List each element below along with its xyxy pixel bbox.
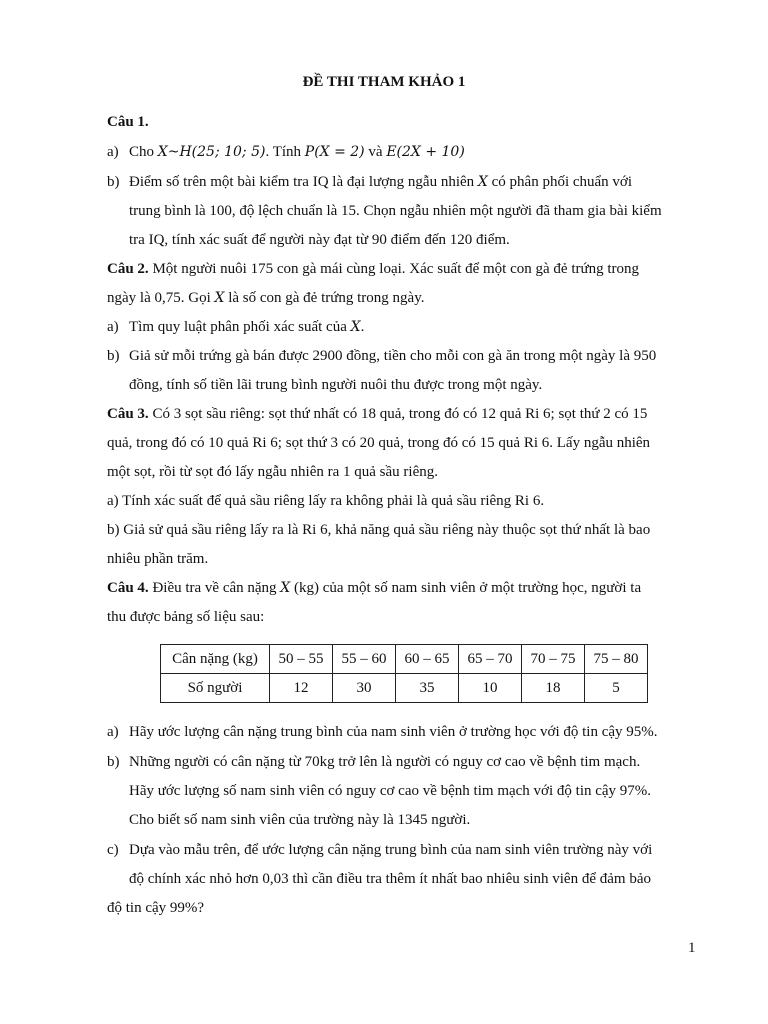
table-cell-interval: 60 – 65 [396, 645, 459, 674]
q4-l1-var: X [280, 580, 291, 596]
table-cell-interval: 70 – 75 [522, 645, 585, 674]
q3-line-2: quả, trong đó có 10 quả Ri 6; sọt thứ 3 có 20 quả, trong đó có 15 quả Ri 6. Lấy ngẫu nhiên [107, 435, 651, 451]
q4-c-line-3: độ tin cậy 99%? [107, 900, 205, 916]
table-header-weight: Cân nặng (kg) [161, 645, 270, 674]
q4-line-1 [107, 578, 641, 598]
q1-a-and: và [364, 144, 387, 160]
q1-a-text [129, 142, 465, 162]
q1-a-formula-1: X~H(25; 10; 5) [157, 144, 266, 160]
q2-a-var: X [350, 319, 361, 335]
q2-a-text [129, 317, 364, 337]
table-cell-count: 12 [270, 674, 333, 703]
q4-l1-pre: Điều tra về cân nặng [148, 580, 281, 596]
q2-b-label: b) [107, 348, 120, 364]
q4-b-line-3: Cho biết số nam sinh viên của trường này là 1345 người. [129, 812, 471, 828]
q1-b-l1-post: có phân phối chuẩn với [487, 174, 633, 190]
q4-c-line-1: Dựa vào mẫu trên, để ước lượng cân nặng trung bình của nam sinh viên trường này với [129, 842, 653, 858]
q3-line-3: một sọt, rồi từ sọt đó lấy ngẫu nhiên ra 1 quả sầu riêng. [107, 464, 438, 480]
q3-b-line-1: b) Giả sử quả sầu riêng lấy ra là Ri 6, khả năng quả sầu riêng này thuộc sọt thứ nhất là bao [107, 522, 651, 538]
q2-line-1 [107, 259, 639, 279]
q4-c-line-2: độ chính xác nhỏ hơn 0,03 thì cần điều tra thêm ít nhất bao nhiêu sinh viên để đảm bảo [129, 871, 651, 887]
q3-heading: Câu 3. [107, 406, 149, 422]
q2-a-pre: Tìm quy luật phân phối xác suất của [129, 319, 351, 335]
q1-b-label: b) [107, 174, 120, 190]
page-number: 1 [688, 940, 696, 956]
table-cell-interval: 50 – 55 [270, 645, 333, 674]
q4-a-text: Hãy ước lượng cân nặng trung bình của nam sinh viên ở trường học với độ tin cậy 95%. [129, 724, 658, 740]
q4-b-line-2: Hãy ước lượng số nam sinh viên có nguy cơ cao về bệnh tim mạch với độ tin cậy 97%. [129, 783, 652, 799]
q2-b-line-1: Giả sử mỗi trứng gà bán được 2900 đồng, tiền cho mỗi con gà ăn trong một ngày là 950 [129, 348, 657, 364]
q1-b-var: X [477, 174, 488, 190]
q4-b-line-1: Những người có cân nặng từ 70kg trở lên là người có nguy cơ cao về bệnh tim mạch. [129, 754, 641, 770]
q3-b-line-2: nhiêu phần trăm. [107, 551, 209, 567]
q1-a-formula-3: E(2X + 10) [386, 144, 465, 160]
q2-l2-pre: ngày là 0,75. Gọi [107, 290, 215, 306]
q1-a-formula-2: P(X = 2) [304, 144, 365, 160]
q1-a-label: a) [107, 144, 119, 160]
q2-b-line-2: đồng, tính số tiền lãi trung bình người nuôi thu được trong một ngày. [129, 377, 543, 393]
q2-line-2 [107, 288, 424, 308]
q1-b-l1-pre: Điểm số trên một bài kiểm tra IQ là đại lượng ngẫu nhiên [129, 174, 478, 190]
q1-a-mid: . Tính [265, 144, 305, 160]
q2-l2-post: là số con gà đẻ trứng trong ngày. [224, 290, 425, 306]
table-header-count: Số người [161, 674, 270, 703]
q1-b-line-1 [129, 172, 632, 192]
q2-l1: Một người nuôi 175 con gà mái cùng loại. Xác suất để một con gà đẻ trứng trong [148, 261, 640, 277]
page-title: ĐỀ THI THAM KHẢO 1 [302, 74, 466, 90]
q1-b-line-3: tra IQ, tính xác suất để người này đạt từ 90 điểm đến 120 điểm. [129, 232, 510, 248]
q1-b-line-2: trung bình là 100, độ lệch chuẩn là 15. Chọn ngẫu nhiên một người đã tham gia bài kiểm [129, 203, 662, 219]
table-row [161, 645, 648, 674]
q4-l1-post: (kg) của một số nam sinh viên ở một trường học, người ta [290, 580, 642, 596]
q2-heading: Câu 2. [107, 261, 149, 277]
q3-a-text: a) Tính xác suất để quả sầu riêng lấy ra không phải là quả sầu riêng Ri 6. [107, 493, 545, 509]
q2-a-label: a) [107, 319, 119, 335]
table-cell-count: 30 [333, 674, 396, 703]
q3-line-1 [107, 404, 647, 424]
table-cell-count: 18 [522, 674, 585, 703]
q2-a-post: . [360, 319, 365, 335]
table-cell-count: 10 [459, 674, 522, 703]
table-row [161, 674, 648, 703]
q4-b-label: b) [107, 754, 120, 770]
table-cell-interval: 65 – 70 [459, 645, 522, 674]
q1-heading: Câu 1. [107, 114, 149, 130]
q4-line-2: thu được bảng số liệu sau: [107, 609, 265, 625]
q1-a-pre: Cho [129, 144, 158, 160]
q4-c-label: c) [107, 842, 119, 858]
table-cell-count: 5 [585, 674, 648, 703]
table-cell-count: 35 [396, 674, 459, 703]
weight-table [160, 644, 648, 703]
q4-heading: Câu 4. [107, 580, 149, 596]
table-cell-interval: 75 – 80 [585, 645, 648, 674]
q3-l1: Có 3 sọt sầu riêng: sọt thứ nhất có 18 quả, trong đó có 12 quả Ri 6; sọt thứ 2 có 15 [148, 406, 648, 422]
q2-l2-var: X [214, 290, 225, 306]
table-cell-interval: 55 – 60 [333, 645, 396, 674]
q4-a-label: a) [107, 724, 119, 740]
